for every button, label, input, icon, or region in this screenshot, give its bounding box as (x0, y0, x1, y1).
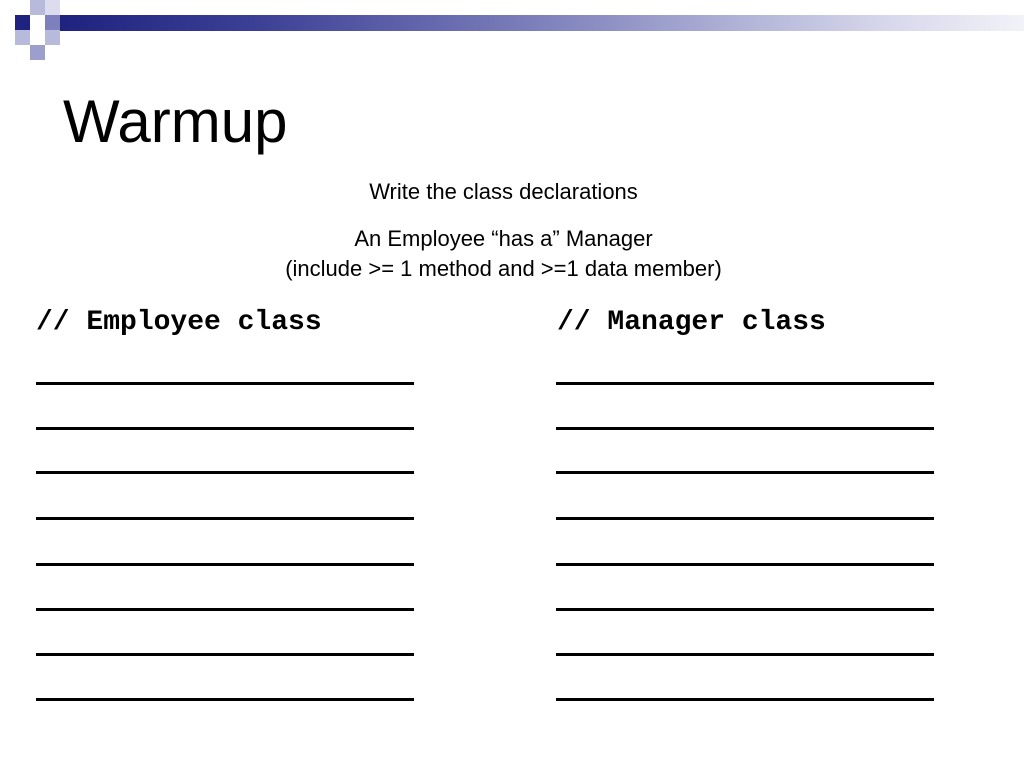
blank-answer-line (556, 471, 934, 474)
blank-answer-line (556, 608, 934, 611)
blank-answer-line (36, 698, 414, 701)
blank-answer-line (36, 653, 414, 656)
slide-title: Warmup (63, 88, 288, 155)
prompt-line-1: An Employee “has a” Manager (354, 226, 653, 251)
blank-answer-line (36, 563, 414, 566)
blank-answer-line (36, 517, 414, 520)
header-square (30, 15, 45, 30)
header-square (45, 30, 60, 45)
header-square (45, 0, 60, 15)
blank-answer-line (36, 382, 414, 385)
blank-answer-line (556, 427, 934, 430)
header-square (30, 45, 45, 60)
employee-class-heading: // Employee class (36, 307, 322, 338)
blank-answer-line (556, 653, 934, 656)
instruction-text: Write the class declarations (369, 179, 638, 204)
prompt-line-2: (include >= 1 method and >=1 data member) (285, 256, 722, 281)
header-gradient-bar (60, 15, 1024, 31)
blank-answer-line (556, 698, 934, 701)
blank-answer-line (556, 563, 934, 566)
blank-answer-line (556, 517, 934, 520)
header-square (15, 30, 30, 45)
header-square (30, 0, 45, 15)
header-square (45, 15, 60, 30)
blank-answer-line (36, 608, 414, 611)
header-square (15, 15, 30, 30)
blank-answer-line (36, 471, 414, 474)
blank-answer-line (556, 382, 934, 385)
blank-answer-line (36, 427, 414, 430)
manager-class-heading: // Manager class (557, 307, 826, 338)
